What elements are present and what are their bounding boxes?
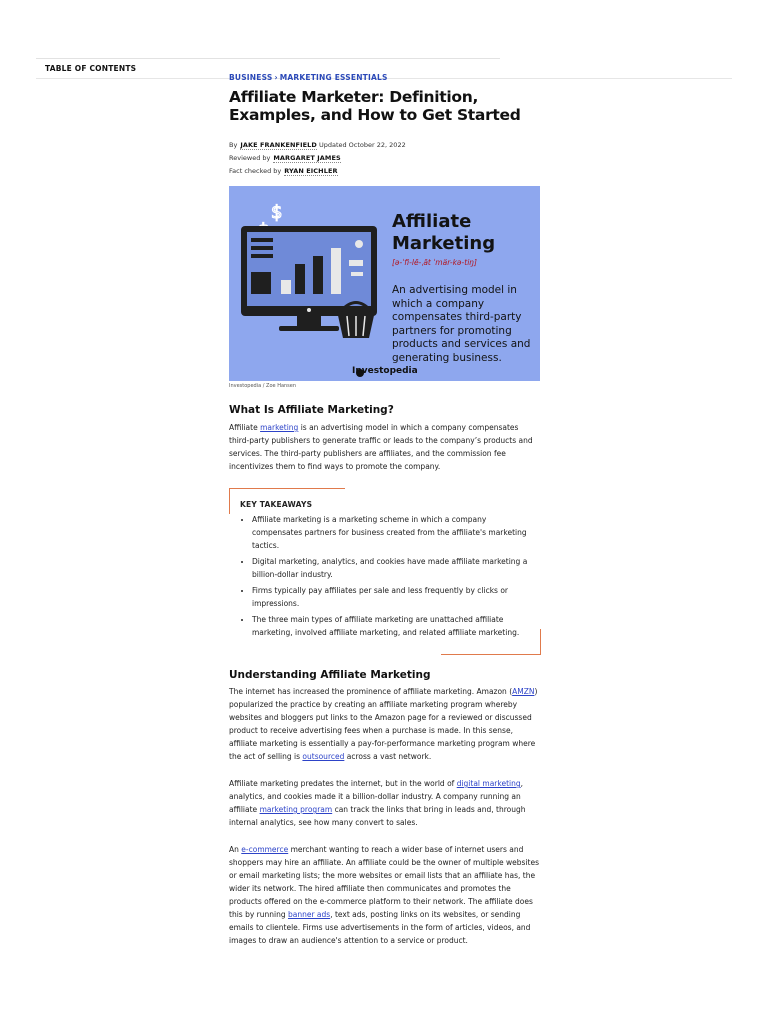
section1-paragraph xyxy=(229,421,541,473)
text-span: can track the links that bring in leads and, through internal analytics, see how many convert to sales. xyxy=(229,805,526,827)
key-takeaways-box xyxy=(229,488,541,655)
text-span: Affiliate marketing predates the internet, but in the world of xyxy=(229,779,457,788)
text-span: An xyxy=(229,845,242,854)
byline-by-prefix: By xyxy=(229,141,238,149)
page-title: Affiliate Marketer: Definition, Examples, and How to Get Started xyxy=(229,88,521,124)
text-span: is an advertising model in which a company compensates third-party publishers to generate traffic or leads to the company’s products and services. The third-party publishers are affiliates, and the commission fee incentivizes them to find ways to promote the company. xyxy=(229,423,533,471)
accent-border xyxy=(229,488,345,489)
breadcrumb xyxy=(229,72,541,82)
marketing-link[interactable]: marketing xyxy=(260,423,299,432)
breadcrumb-separator-icon: › xyxy=(274,73,278,82)
e-commerce-link[interactable]: e-commerce xyxy=(241,845,289,854)
text-span: merchant wanting to reach a wider base of internet users and shoppers may hire an affiliate. An affiliate could be the owner of multiple websites or email marketing lists; the more websites or email lists that an affiliate has, the wider its network. The hired affiliate then communicates and promotes the products offered on the e-commerce platform to their network. The affiliate does this by running xyxy=(229,845,540,919)
breadcrumb-marketing-essentials-link[interactable]: MARKETING ESSENTIALS xyxy=(279,73,388,82)
section2-paragraph-2 xyxy=(229,777,541,829)
updated-date: Updated October 22, 2022 xyxy=(318,141,406,149)
table-of-contents-label[interactable]: TABLE OF CONTENTS xyxy=(45,64,137,73)
key-takeaways-title: KEY TAKEAWAYS xyxy=(240,500,313,509)
hero-phonetic: [ə-ˈfi-lē-ˌāt ˈmär-kə-tiŋ] xyxy=(392,258,477,267)
byline-author xyxy=(229,141,541,149)
reviewed-by-prefix: Reviewed by xyxy=(229,154,271,162)
digital-marketing-link[interactable]: digital marketing xyxy=(456,779,521,788)
section2-paragraph-3 xyxy=(229,843,541,947)
section-heading-understanding: Understanding Affiliate Marketing xyxy=(229,669,431,681)
list-item: • The three main types of affiliate marketing are unattached affiliate marketing, involved affiliate marketing, and related affiliate marketing. xyxy=(252,613,532,639)
byline-reviewer xyxy=(229,154,541,162)
section2-paragraph-1 xyxy=(229,685,541,763)
amzn-link[interactable]: AMZN xyxy=(512,687,535,696)
outsourced-link[interactable]: outsourced xyxy=(302,752,345,761)
marketing-program-link[interactable]: marketing program xyxy=(259,805,333,814)
section-heading-what-is: What Is Affiliate Marketing? xyxy=(229,404,394,416)
key-takeaways-list xyxy=(238,513,532,642)
breadcrumb-business-link[interactable]: BUSINESS xyxy=(229,73,273,82)
banner-ads-link[interactable]: banner ads xyxy=(287,910,331,919)
list-item: • Digital marketing, analytics, and cookies have made affiliate marketing a billion-dollar industry. xyxy=(252,555,532,581)
text-span: across a vast network. xyxy=(344,752,432,761)
hero-description: An advertising model in which a company compensates third-party partners for promoting products and services and generating business. xyxy=(392,284,531,364)
dollar-sign-icon: $ xyxy=(271,202,283,223)
text-span: , analytics, and cookies made it a billion-dollar industry. A company running an affiliate xyxy=(229,779,524,814)
accent-border xyxy=(441,654,541,655)
text-span: , text ads, posting links on its websites, or sending emails to clientele. Firms use advertisements in the form of articles, videos, and images to draw an audience's attention to a service or product. xyxy=(229,910,531,945)
hero-brand-logo: Investopedia xyxy=(352,366,418,376)
text-span: ) popularized the practice by creating an affiliate marketing program whereby websites and bloggers put links to the Amazon page for a reviewed or discussed product to receive advertising fees when a purchase is made. In this sense, affiliate marketing is essentially a pay-for-performance marketing program where the act of selling is xyxy=(229,687,538,761)
accent-border xyxy=(229,488,230,514)
monitor-screen xyxy=(247,232,371,306)
hero-title: Affiliate Marketing xyxy=(392,211,496,254)
image-caption: Investopedia / Zoe Hansen xyxy=(229,383,297,389)
factchecker-link[interactable]: RYAN EICHLER xyxy=(284,167,338,175)
text-span: Affiliate xyxy=(229,423,261,432)
list-item: • Affiliate marketing is a marketing scheme in which a company compensates partners for business created from the affiliate's marketing tactics. xyxy=(252,513,532,552)
text-span: The internet has increased the prominence of affiliate marketing. Amazon ( xyxy=(229,687,513,696)
fact-checked-prefix: Fact checked by xyxy=(229,167,282,175)
list-item: • Firms typically pay affiliates per sale and less frequently by clicks or impressions. xyxy=(252,584,532,610)
reviewer-link[interactable]: MARGARET JAMES xyxy=(273,154,341,162)
accent-border xyxy=(540,629,541,655)
byline-factchecker xyxy=(229,167,541,175)
hero-infographic xyxy=(229,186,540,381)
author-link[interactable]: JAKE FRANKENFIELD xyxy=(240,141,317,149)
